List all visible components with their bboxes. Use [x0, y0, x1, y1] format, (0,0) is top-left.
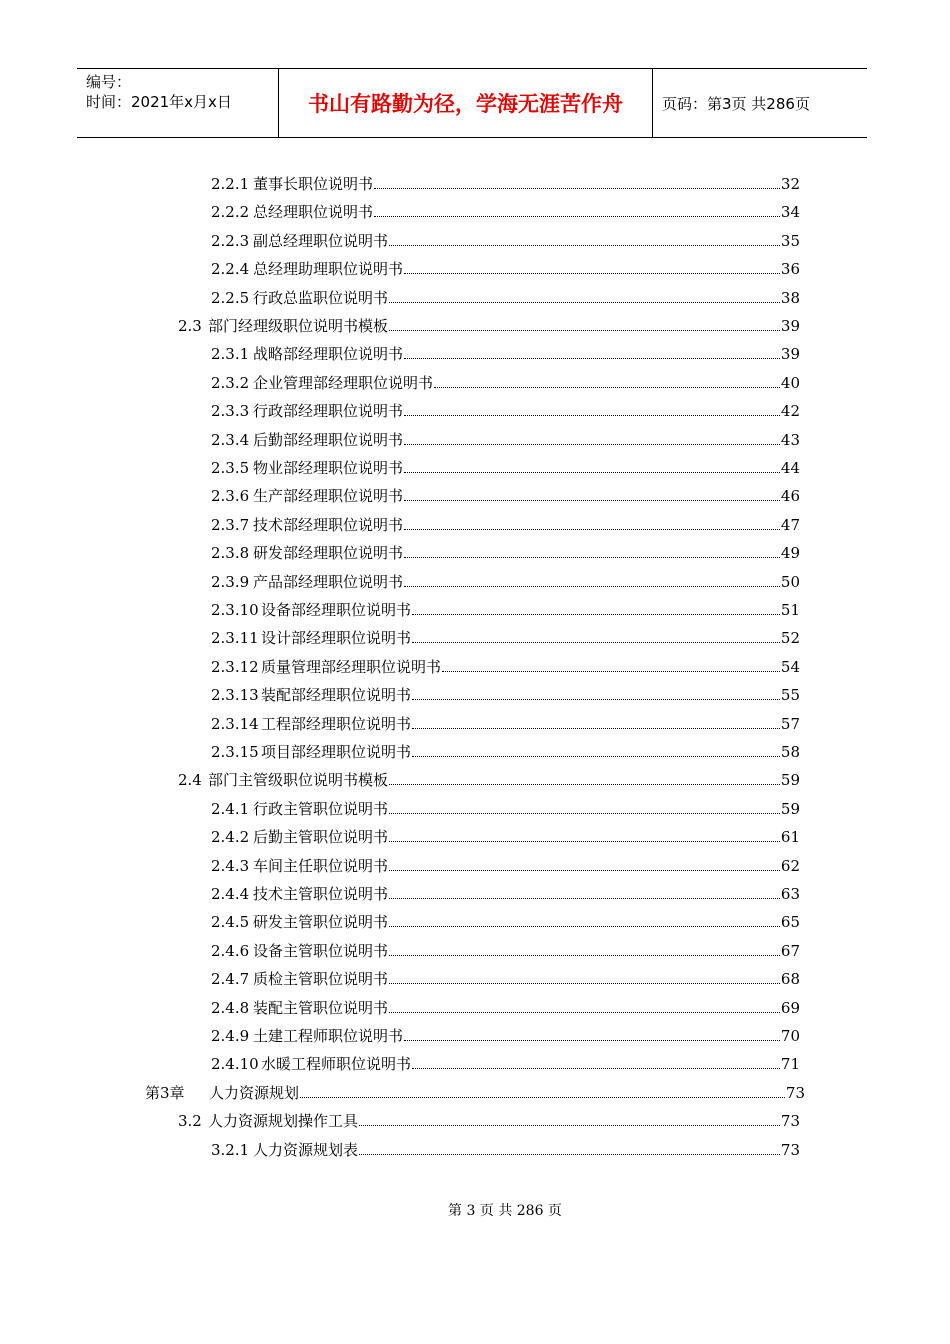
toc-dot-leader	[404, 500, 780, 501]
toc-dot-leader	[404, 415, 780, 416]
toc-entry[interactable]	[211, 819, 800, 847]
toc-dot-leader	[404, 586, 780, 587]
toc-dot-leader	[389, 870, 780, 871]
toc-entry-page: 67	[780, 941, 800, 960]
toc-entry-title: 人力资源规划表	[253, 1140, 359, 1159]
toc-entry[interactable]	[211, 251, 800, 279]
toc-entry-title: 项目部经理职位说明书	[261, 743, 412, 761]
toc-entry-number: 2.4	[178, 771, 202, 790]
toc-dot-leader	[412, 699, 780, 700]
toc-dot-leader	[404, 358, 780, 359]
toc-entry-number: 2.3.13	[211, 686, 259, 705]
toc-entry[interactable]	[211, 649, 800, 677]
toc-entry-page: 54	[780, 657, 800, 676]
toc-entry[interactable]	[211, 791, 800, 819]
toc-entry-number: 2.3.8	[211, 544, 250, 563]
toc-entry[interactable]	[211, 990, 800, 1018]
toc-entry-page: 49	[780, 544, 800, 563]
toc-entry-page: 61	[780, 828, 800, 847]
toc-dot-leader	[389, 813, 780, 814]
toc-entry[interactable]	[211, 535, 800, 563]
toc-entry-title: 装配部经理职位说明书	[261, 686, 412, 705]
toc-entry-page: 44	[780, 459, 800, 477]
page-header	[77, 68, 867, 138]
toc-entry-title: 企业管理部经理职位说明书	[253, 373, 434, 392]
toc-entry-title: 生产部经理职位说明书	[253, 487, 404, 506]
toc-entry[interactable]	[211, 876, 800, 904]
toc-entry-number: 2.3.14	[211, 714, 259, 733]
toc-entry-number: 2.4.5	[211, 913, 250, 932]
toc-entry-number: 2.3.4	[211, 430, 250, 449]
toc-entry-page: 39	[780, 345, 800, 364]
toc-entry-page: 73	[780, 1112, 800, 1131]
toc-entry[interactable]	[211, 393, 800, 421]
toc-entry-title: 部门经理级职位说明书模板	[208, 317, 389, 335]
toc-entry-number: 3.2.1	[211, 1140, 250, 1159]
toc-entry-title: 装配主管职位说明书	[253, 998, 389, 1017]
toc-entry-title: 工程部经理职位说明书	[261, 714, 412, 733]
toc-entry-page: 57	[780, 714, 800, 733]
toc-entry-number: 2.2.2	[211, 203, 250, 222]
toc-entry-title: 后勤部经理职位说明书	[253, 430, 404, 449]
toc-dot-leader	[389, 1012, 780, 1013]
toc-entry-title: 物业部经理职位说明书	[253, 459, 404, 477]
toc-entry-title: 质量管理部经理职位说明书	[261, 657, 442, 676]
toc-entry-title: 技术主管职位说明书	[253, 885, 389, 903]
toc-dot-leader	[404, 529, 780, 530]
toc-entry[interactable]	[211, 1018, 800, 1046]
toc-entry-number: 2.4.8	[211, 998, 250, 1017]
toc-dot-leader	[434, 387, 780, 388]
toc-dot-leader	[374, 188, 780, 189]
toc-entry[interactable]	[211, 223, 800, 251]
toc-entry[interactable]	[178, 1103, 800, 1131]
toc-entry-number: 2.3.3	[211, 402, 250, 421]
toc-entry-title: 后勤主管职位说明书	[253, 828, 389, 847]
toc-dot-leader	[404, 273, 780, 274]
toc-entry-number: 2.2.4	[211, 260, 250, 279]
toc-entry-title: 人力资源规划操作工具	[208, 1112, 359, 1131]
toc-entry-title: 土建工程师职位说明书	[253, 1027, 404, 1045]
toc-entry-number: 2.3.6	[211, 487, 250, 506]
toc-entry[interactable]	[211, 734, 800, 762]
toc-entry[interactable]	[211, 677, 800, 705]
toc-entry-title: 总经理助理职位说明书	[253, 260, 404, 279]
toc-entry[interactable]	[211, 280, 800, 308]
toc-entry-page: 42	[780, 402, 800, 421]
toc-dot-leader	[389, 302, 780, 303]
toc-dot-leader	[389, 784, 780, 785]
toc-entry[interactable]	[211, 933, 800, 961]
header-motto: 书山有路勤为径，学海无涯苦作舟	[278, 69, 653, 137]
toc-entry-number: 2.2.5	[211, 288, 250, 307]
toc-entry[interactable]	[211, 507, 800, 535]
toc-entry-title: 质检主管职位说明书	[253, 970, 389, 989]
toc-dot-leader	[389, 330, 780, 331]
toc-dot-leader	[359, 1154, 780, 1155]
toc-entry-page: 47	[780, 515, 800, 534]
toc-entry-title: 人力资源规划	[209, 1083, 300, 1102]
toc-entry-title: 战略部经理职位说明书	[253, 345, 404, 364]
toc-entry-title: 设备部经理职位说明书	[261, 601, 412, 619]
toc-entry[interactable]	[211, 365, 800, 393]
toc-entry-page: 73	[780, 1140, 800, 1159]
toc-entry-page: 43	[780, 430, 800, 449]
toc-entry-page: 50	[780, 572, 800, 591]
toc-dot-leader	[412, 756, 780, 757]
toc-dot-leader	[412, 728, 780, 729]
toc-entry-title: 产品部经理职位说明书	[253, 572, 404, 591]
toc-entry[interactable]	[178, 308, 800, 336]
toc-entry-page: 59	[780, 799, 800, 818]
toc-entry-title: 技术部经理职位说明书	[253, 515, 404, 534]
toc-entry-title: 研发主管职位说明书	[253, 913, 389, 932]
toc-entry-number: 2.2.1	[211, 175, 250, 193]
toc-dot-leader	[389, 926, 780, 927]
toc-entry-number: 2.3.9	[211, 572, 250, 591]
toc-dot-leader	[404, 444, 780, 445]
toc-dot-leader	[412, 1068, 780, 1069]
toc-entry-page: 73	[785, 1083, 805, 1102]
toc-entry-number: 2.3	[178, 317, 202, 335]
toc-entry-number: 2.4.6	[211, 941, 250, 960]
toc-entry[interactable]	[211, 1046, 800, 1074]
toc-entry[interactable]	[178, 762, 800, 790]
toc-dot-leader	[389, 983, 780, 984]
toc-entry-title: 设计部经理职位说明书	[261, 629, 412, 648]
toc-entry-title: 副总经理职位说明书	[253, 231, 389, 250]
toc-entry-number: 2.3.1	[211, 345, 250, 364]
toc-entry-page: 70	[780, 1027, 800, 1045]
toc-entry[interactable]	[211, 194, 800, 222]
toc-entry[interactable]	[211, 904, 800, 932]
toc-entry-title: 研发部经理职位说明书	[253, 544, 404, 563]
toc-entry-page: 69	[780, 998, 800, 1017]
toc-entry-page: 51	[780, 601, 800, 619]
page-footer	[0, 1200, 950, 1220]
toc-dot-leader	[412, 614, 780, 615]
toc-entry-number: 3.2	[178, 1112, 202, 1131]
toc-entry-page: 35	[780, 231, 800, 250]
toc-dot-leader	[389, 841, 780, 842]
toc-entry-page: 34	[780, 203, 800, 222]
header-meta	[77, 69, 278, 137]
toc-entry-number: 2.3.5	[211, 459, 250, 477]
toc-entry-number: 2.3.11	[211, 629, 259, 648]
toc-dot-leader	[404, 472, 780, 473]
toc-entry-page: 36	[780, 260, 800, 279]
toc-entry-number: 2.4.4	[211, 885, 250, 903]
toc-entry[interactable]	[211, 706, 800, 734]
toc-entry-number: 2.3.7	[211, 515, 250, 534]
toc-entry-title: 部门主管级职位说明书模板	[208, 771, 389, 790]
toc-entry-title: 水暖工程师职位说明书	[261, 1055, 412, 1074]
toc-entry-title: 行政总监职位说明书	[253, 288, 389, 307]
toc-entry[interactable]	[145, 1075, 805, 1103]
toc-dot-leader	[404, 1040, 780, 1041]
toc-dot-leader	[442, 671, 780, 672]
toc-entry[interactable]	[211, 564, 800, 592]
toc-entry[interactable]	[211, 422, 800, 450]
toc-entry-number: 2.4.1	[211, 799, 250, 818]
toc-entry-number: 2.4.3	[211, 856, 250, 875]
toc-entry-page: 40	[780, 373, 800, 392]
toc-entry-page: 58	[780, 743, 800, 761]
toc-entry-title: 车间主任职位说明书	[253, 856, 389, 875]
toc-entry-page: 46	[780, 487, 800, 506]
date-label: 时间：2021年x月x日	[86, 93, 232, 111]
toc-entry-page: 65	[780, 913, 800, 932]
toc-entry[interactable]	[211, 166, 800, 194]
toc-entry[interactable]	[211, 1132, 800, 1160]
toc-entry-title: 行政部经理职位说明书	[253, 402, 404, 421]
toc-entry-page: 68	[780, 970, 800, 989]
toc-entry-title: 行政主管职位说明书	[253, 799, 389, 818]
toc-entry-number: 第3章	[145, 1083, 185, 1102]
toc-entry-number: 2.3.2	[211, 373, 250, 392]
toc-entry-page: 55	[780, 686, 800, 705]
toc-entry-number: 2.4.9	[211, 1027, 250, 1045]
header-page-info: 页码：第3页 共286页	[662, 94, 810, 113]
number-label: 编号：	[86, 73, 132, 91]
toc-entry-page: 71	[780, 1055, 800, 1074]
toc-dot-leader	[389, 898, 780, 899]
toc-entry-page: 38	[780, 288, 800, 307]
toc-dot-leader	[374, 216, 780, 217]
toc-entry-number: 2.2.3	[211, 231, 250, 250]
toc-entry[interactable]	[211, 478, 800, 506]
toc-entry[interactable]	[211, 336, 800, 364]
toc-entry[interactable]	[211, 961, 800, 989]
toc-entry[interactable]	[211, 450, 800, 478]
toc-entry-title: 设备主管职位说明书	[253, 941, 389, 960]
toc-dot-leader	[412, 642, 780, 643]
toc-entry[interactable]	[211, 848, 800, 876]
toc-dot-leader	[359, 1125, 780, 1126]
toc-entry-title: 董事长职位说明书	[253, 175, 374, 193]
toc-entry-page: 62	[780, 856, 800, 875]
toc-entry-page: 63	[780, 885, 800, 903]
toc-entry-number: 2.3.10	[211, 601, 259, 619]
toc-entry-number: 2.3.15	[211, 743, 259, 761]
toc-dot-leader	[389, 245, 780, 246]
toc-entry-number: 2.3.12	[211, 657, 259, 676]
toc-entry-page: 39	[780, 317, 800, 335]
toc-dot-leader	[404, 557, 780, 558]
toc-entry[interactable]	[211, 620, 800, 648]
toc-entry-number: 2.4.7	[211, 970, 250, 989]
toc-entry-page: 32	[780, 175, 800, 193]
toc-entry-number: 2.4.2	[211, 828, 250, 847]
toc-entry-page: 59	[780, 771, 800, 790]
toc-entry-title: 总经理职位说明书	[253, 203, 374, 222]
toc-entry-number: 2.4.10	[211, 1055, 259, 1074]
toc-entry-page: 52	[780, 629, 800, 648]
footer-page-number: 第 3 页 共 286 页	[448, 1203, 562, 1219]
toc-dot-leader	[300, 1097, 785, 1098]
toc-entry[interactable]	[211, 592, 800, 620]
toc-dot-leader	[389, 955, 780, 956]
